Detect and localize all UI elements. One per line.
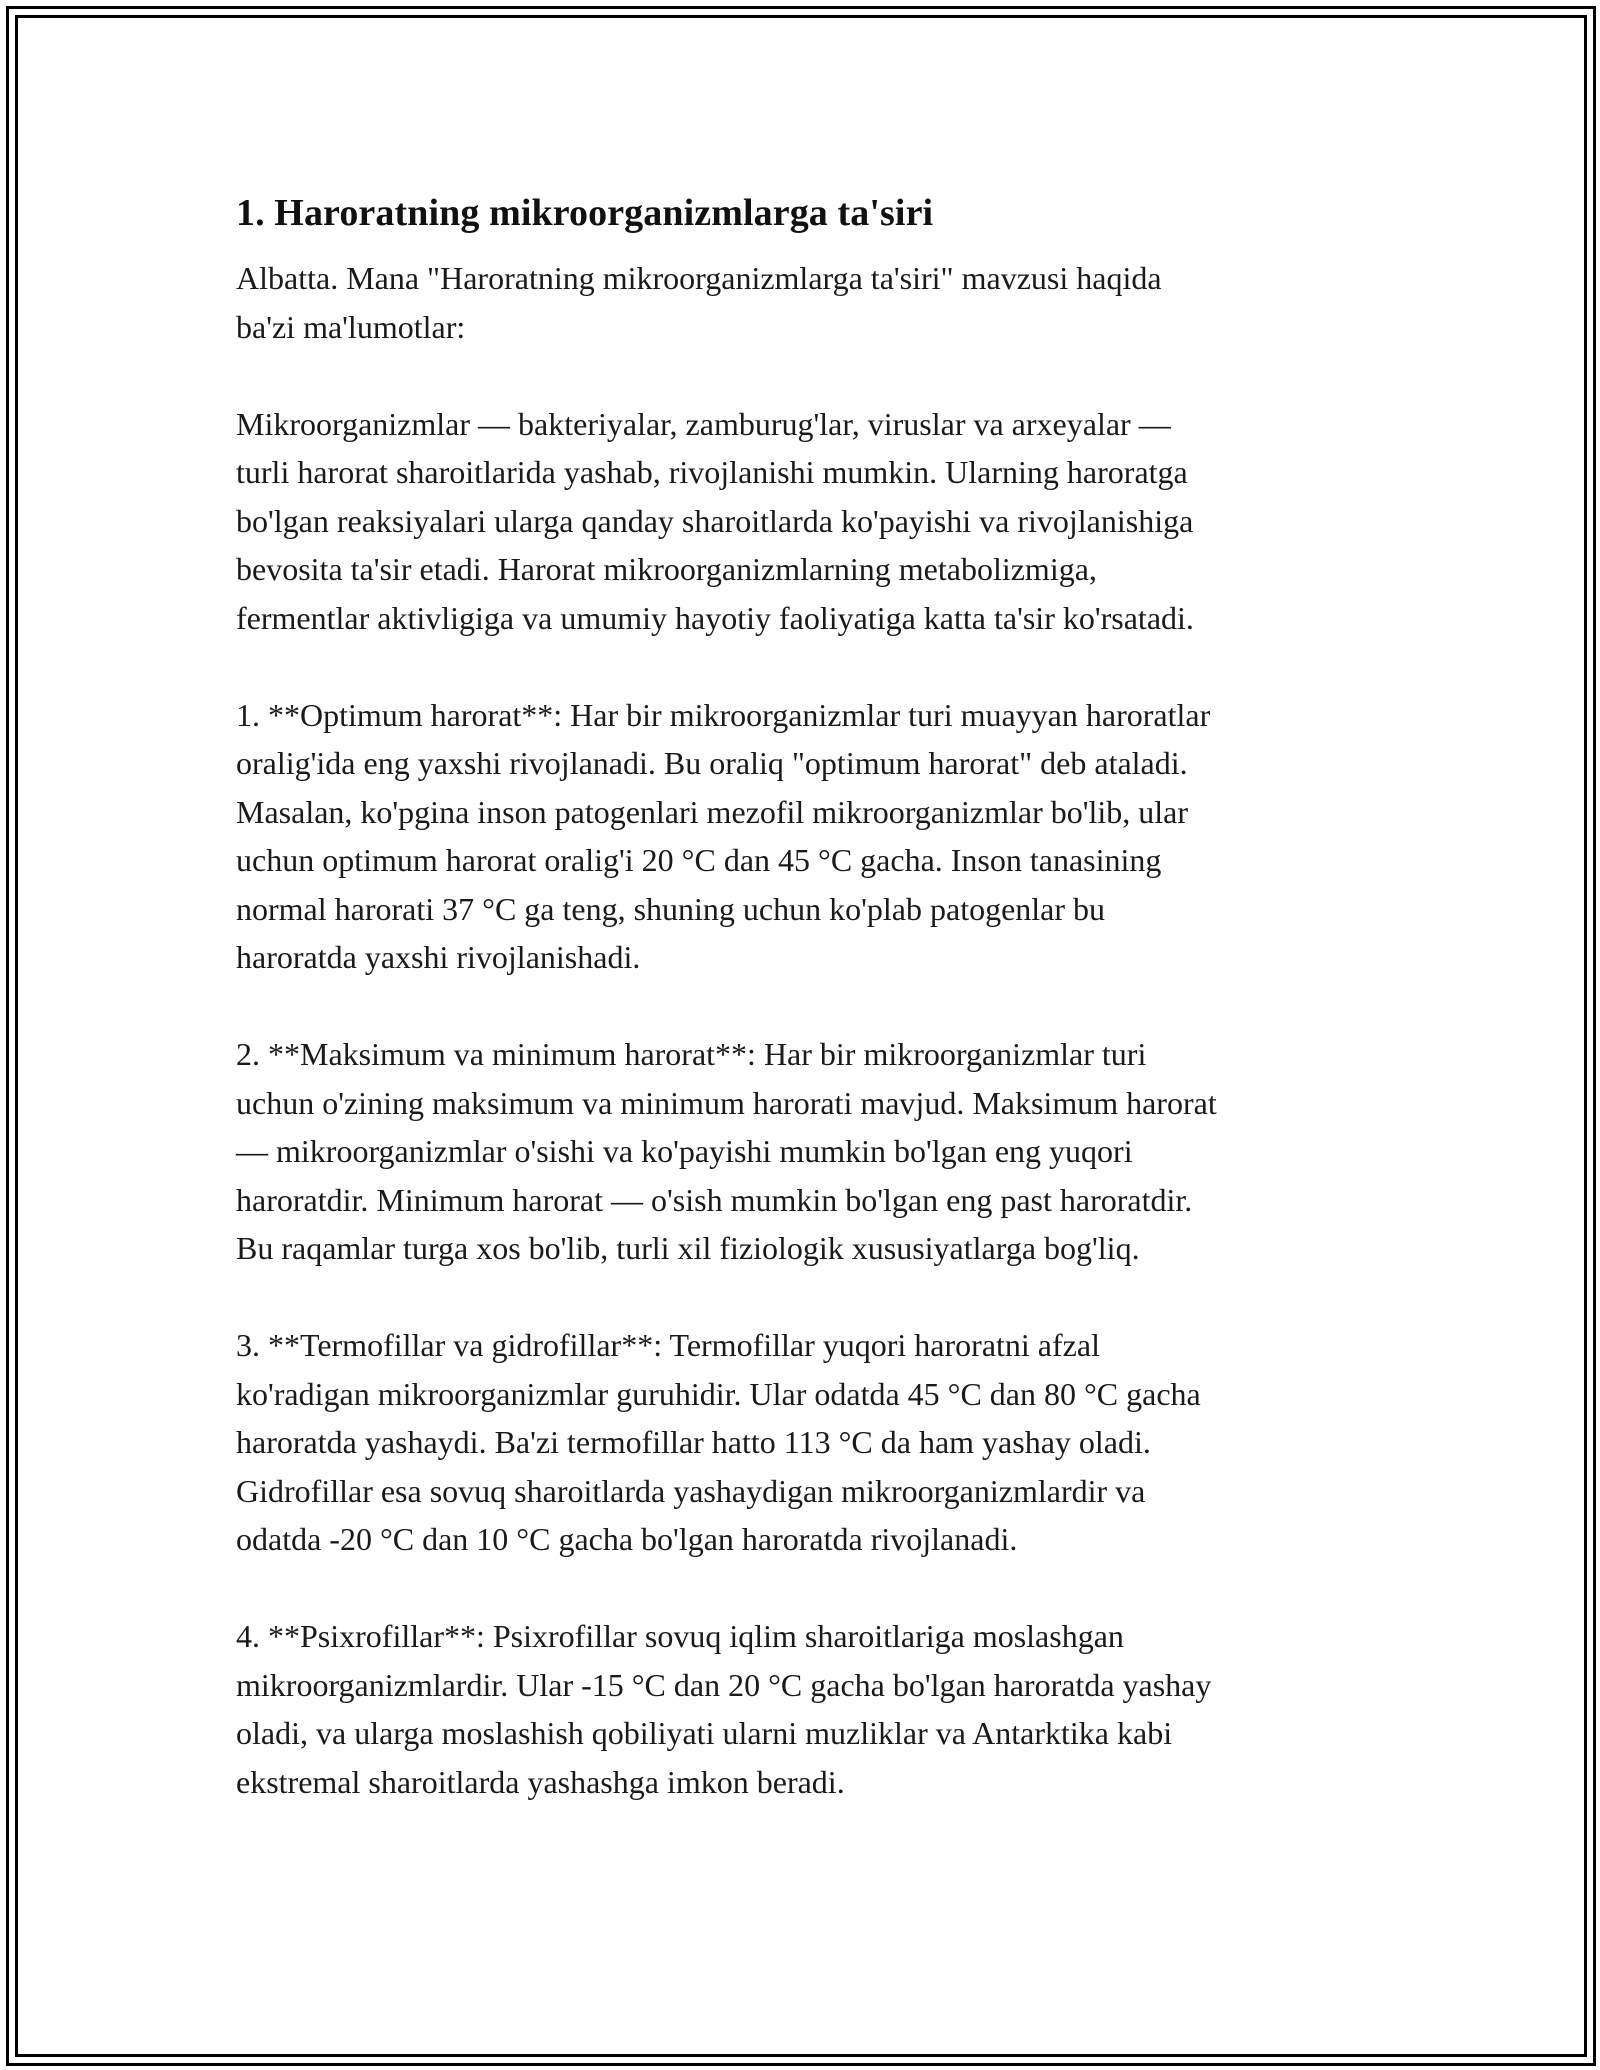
overview-paragraph: Mikroorganizmlar — bakteriyalar, zamburug'lar, viruslar va arxeyalar — turli harorat sharoitlarida yashab, rivojlanishi mumkin. Ularning haroratga bo'lgan reaksiyalari ularga qanday sharoitlarda ko'payishi va rivojlanishiga bevosita ta'sir etadi. Harorat mikroorganizmlarning metabolizmiga, fermentlar aktivligiga va umumiy hayotiy faoliyatiga katta ta'sir ko'rsatadi. [236, 405, 1194, 636]
document-title: 1. Haroratning mikroorganizmlarga ta'siri [236, 192, 934, 234]
thermophiles-paragraph: 3. **Termofillar va gidrofillar**: Termofillar yuqori haroratni afzal ko'radigan mikroorganizmlar guruhidir. Ular odatda 45 °C dan 80 °C gacha haroratda yashaydi. Ba'zi termofillar hatto 113 °C da ham yashay oladi. Gidrofillar esa sovuq sharoitlarda yashaydigan mikroorganizmlardir va odatda -20 °C dan 10 °C gacha bo'lgan haroratda rivojlanadi. [236, 1327, 1201, 1557]
document-page [236, 190, 1376, 1806]
intro-paragraph: Albatta. Mana "Haroratning mikroorganizmlarga ta'siri" mavzusi haqida ba'zi ma'lumotlar: [236, 260, 1162, 345]
optimum-temperature-paragraph: 1. **Optimum harorat**: Har bir mikroorganizmlar turi muayyan haroratlar oralig'ida eng yaxshi rivojlanadi. Bu oraliq "optimum harorat" deb ataladi. Masalan, ko'pgina inson patogenlari mezofil mikroorganizmlar bo'lib, ular uchun optimum harorat oralig'i 20 °C dan 45 °C gacha. Inson tanasining normal harorati 37 °C ga teng, shuning uchun ko'plab patogenlar bu haroratda yaxshi rivojlanishadi. [236, 696, 1211, 975]
psychrophiles-paragraph: 4. **Psixrofillar**: Psixrofillar sovuq iqlim sharoitlariga moslashgan mikroorganizmlardir. Ular -15 °C dan 20 °C gacha bo'lgan haroratda yashay oladi, va ularga moslashish qobiliyati ularni muzliklar va Antarktika kabi ekstremal sharoitlarda yashashga imkon beradi. [236, 1618, 1212, 1800]
max-min-temperature-paragraph: 2. **Maksimum va minimum harorat**: Har bir mikroorganizmlar turi uchun o'zining maksimum va minimum harorati mavjud. Maksimum harorat — mikroorganizmlar o'sishi va ko'payishi mumkin bo'lgan eng yuqori haroratdir. Minimum harorat — o'sish mumkin bo'lgan eng past haroratdir. Bu raqamlar turga xos bo'lib, turli xil fiziologik xususiyatlarga bog'liq. [236, 1036, 1217, 1266]
